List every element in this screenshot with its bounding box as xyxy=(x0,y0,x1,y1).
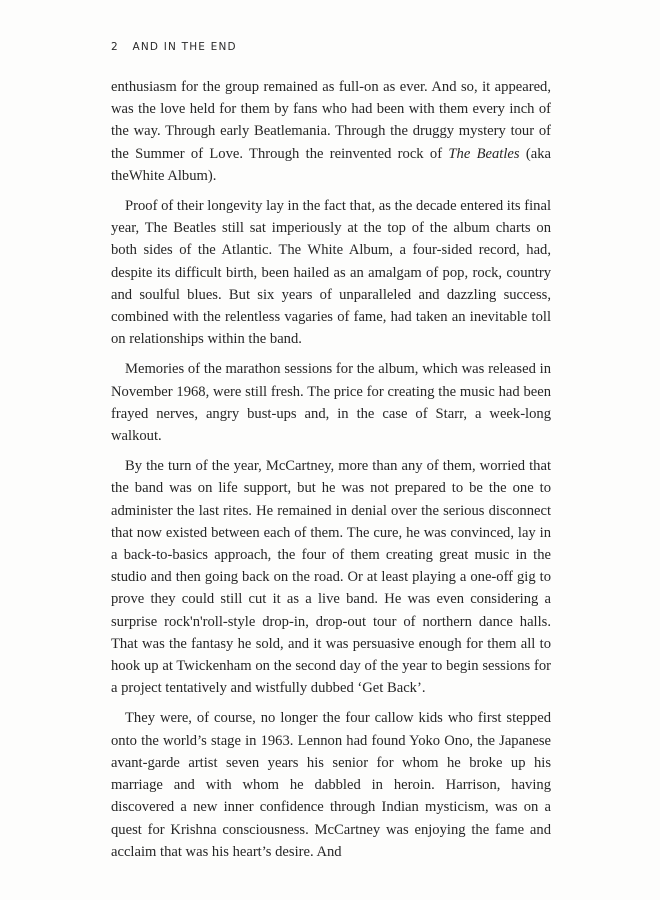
paragraph-3: Memories of the marathon sessions for the album, which was released in November 1968, were still fresh. The price for creating the music had been frayed nerves, angry bust-ups and, in the case of Starr, a week-long walkout. xyxy=(111,361,551,445)
running-head xyxy=(111,41,237,53)
body-text xyxy=(111,76,551,863)
page-number: 2 xyxy=(111,41,119,53)
chapter-title: AND IN THE END xyxy=(132,41,237,53)
album-title: The Beatles xyxy=(448,145,520,162)
paragraph-1-after: (aka theWhite Album). xyxy=(111,145,552,184)
paragraph-1 xyxy=(111,76,551,187)
paragraph-1-before: enthusiasm for the group remained as full-on as ever. And so, it appeared, was the love held for them by fans who had been with them every inch of the way. Through early Beatlemania. Through the druggy mystery tour of the Summer of Love. Through the reinvented rock of xyxy=(111,79,551,162)
paragraph-4: By the turn of the year, McCartney, more than any of them, worried that the band was on life support, but he was not prepared to be the one to administer the last rites. He remained in denial over the serious disconnect that now existed between each of them. The cure, he was convinced, lay in a back-to-basics approach, the four of them creating great music in the studio and then going back on the road. Or at least playing a one-off gig to prove they could still cut it as a live band. He was even considering a surprise rock'n'roll-style drop-in, drop-out tour of northern dance halls. That was the fantasy he sold, and it was persuasive enough for them all to hook up at Twickenham on the second day of the year to begin sessions for a project tentatively and wistfully dubbed ‘Get Back’. xyxy=(111,458,551,697)
paragraph-5: They were, of course, no longer the four callow kids who first stepped onto the world’s stage in 1963. Lennon had found Yoko Ono, the Japanese avant-garde artist seven years his senior for whom he broke up his marriage and with whom he dabbled in heroin. Harrison, having discovered a new inner confidence through Indian mysticism, was on a quest for Krishna consciousness. McCartney was enjoying the fame and acclaim that was his heart’s desire. And xyxy=(111,710,551,860)
paragraph-2: Proof of their longevity lay in the fact that, as the decade entered its final year, The Beatles still sat imperiously at the top of the album charts on both sides of the Atlantic. The White Album, a four-sided record, had, despite its difficult birth, been hailed as an amalgam of pop, rock, country and soulful blues. But six years of unparalleled and dazzling success, combined with the relentless vagaries of fame, had taken an inevitable toll on relationships within the band. xyxy=(111,198,551,348)
